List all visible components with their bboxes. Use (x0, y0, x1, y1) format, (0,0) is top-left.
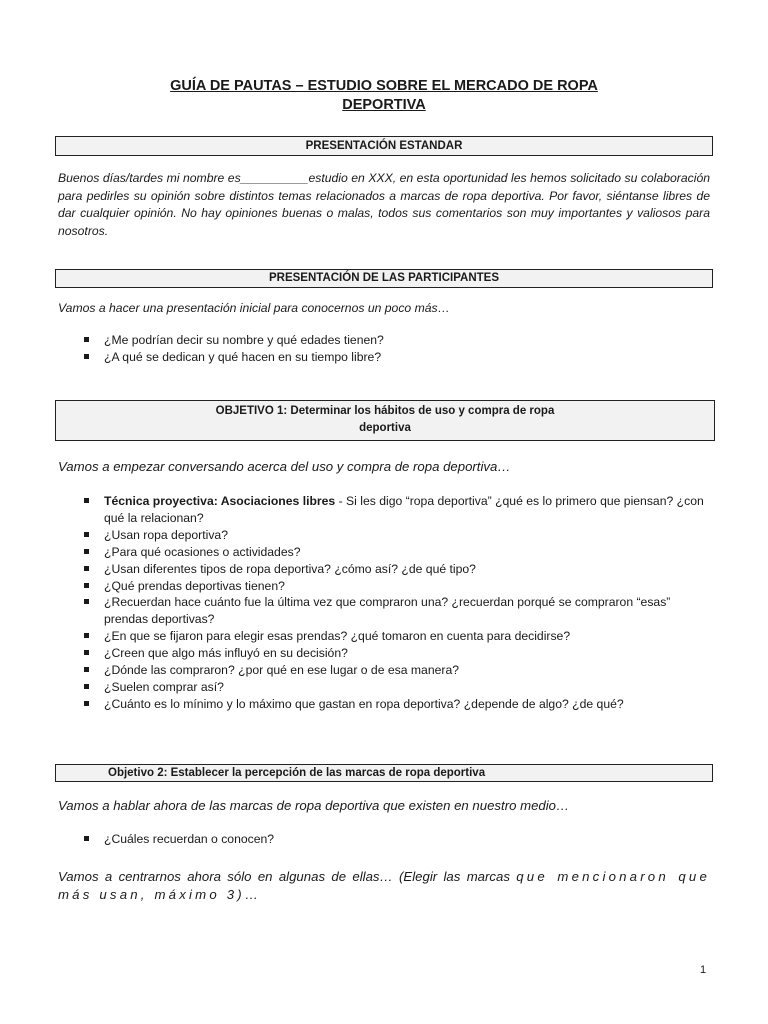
list-item (0, 578, 704, 595)
list-item-text: ¿En que se fijaron para elegir esas prendas? ¿qué tomaron en cuenta para decidirse? (104, 629, 571, 644)
list-item (0, 662, 704, 679)
section-heading-objetivo-1 (55, 400, 715, 441)
list-item-text: ¿A qué se dedican y qué hacen en su tiempo libre? (104, 349, 382, 364)
closing-text-a: Vamos a centrarnos ahora sólo en algunas de ellas… (Elegir las marcas (58, 869, 517, 884)
bullet-icon (84, 667, 89, 672)
bullet-icon (84, 337, 89, 342)
bullet-icon (84, 583, 89, 588)
list-item (0, 831, 704, 848)
bullet-icon (84, 684, 89, 689)
bullet-icon (84, 354, 89, 359)
objetivo-2-closing (58, 868, 710, 904)
list-item-text: ¿Cuáles recuerdan o conocen? (104, 832, 275, 846)
bullet-icon (84, 836, 89, 841)
list-item (0, 628, 704, 645)
participantes-list (0, 332, 704, 366)
list-item-text: ¿Creen que algo más influyó en su decisión? (104, 646, 348, 661)
objetivo-1-intro: Vamos a empezar conversando acerca del uso y compra de ropa deportiva… (58, 459, 511, 474)
section-heading-objetivo-2: Objetivo 2: Establecer la percepción de las marcas de ropa deportiva (55, 764, 713, 782)
bullet-icon (84, 498, 89, 503)
objetivo-2-intro: Vamos a hablar ahora de las marcas de ropa deportiva que existen en nuestro medio… (58, 798, 570, 813)
bullet-icon (84, 532, 89, 537)
list-item (0, 493, 704, 527)
page-number: 1 (700, 964, 707, 976)
title-line-2: DEPORTIVA (342, 97, 426, 113)
list-item (0, 561, 704, 578)
list-item (0, 645, 704, 662)
objetivo-1-list (0, 493, 704, 713)
objetivo-2-list (0, 831, 704, 848)
list-item (0, 594, 704, 628)
list-item-text: ¿Dónde las compraron? ¿por qué en ese lugar o de esa manera? (104, 663, 460, 678)
list-item-text: ¿Usan diferentes tipos de ropa deportiva? ¿cómo así? ¿de qué tipo? (104, 561, 476, 576)
objetivo-1-line-1: OBJETIVO 1: Determinar los hábitos de uso y compra de ropa (215, 405, 555, 417)
bullet-icon (84, 701, 89, 706)
title-line-1: GUÍA DE PAUTAS – ESTUDIO SOBRE EL MERCADO DE ROPA (170, 78, 598, 94)
participantes-intro: Vamos a hacer una presentación inicial para conocernos un poco más… (58, 301, 450, 315)
list-item (0, 349, 704, 366)
list-item (0, 696, 704, 713)
presentacion-estandar-text: Buenos días/tardes mi nombre es__________estudio en XXX, en esta oportunidad les hemos solicitado su colaboración para pedirles su opinión sobre distintos temas relacionados a marcas de ropa deportiva. Por favor, siéntanse libres de dar cualquier opinión. No hay opiniones buenas o malas, todos sus comentarios son muy importantes y valiosos para nosotros. (58, 171, 710, 238)
section-heading-presentacion-estandar: PRESENTACIÓN ESTANDAR (55, 136, 713, 156)
list-item-text: ¿Me podrían decir su nombre y qué edades tienen? (104, 333, 384, 347)
list-item-text: ¿Usan ropa deportiva? (104, 527, 228, 542)
tecnica-proyectiva-label: Técnica proyectiva: Asociaciones libres (104, 494, 336, 508)
list-item (0, 679, 704, 696)
closing-text-spaced: que mencionaron que más usan, máximo 3) (58, 869, 710, 902)
list-item-text: ¿Qué prendas deportivas tienen? (104, 578, 285, 593)
bullet-icon (84, 566, 89, 571)
list-item-text: ¿Para qué ocasiones o actividades? (104, 544, 301, 559)
list-item-text: ¿Recuerdan hace cuánto fue la última vez que compraron una? ¿recuerdan porqué se compraron “esas” prendas deportivas? (104, 595, 671, 627)
list-item-text: ¿Cuánto es lo mínimo y lo máximo que gastan en ropa deportiva? ¿depende de algo? ¿de qué? (104, 696, 624, 711)
bullet-icon (84, 549, 89, 554)
document-title (100, 77, 668, 115)
bullet-icon (84, 633, 89, 638)
list-item (0, 332, 704, 349)
closing-text-c: … (244, 887, 259, 902)
list-item (0, 544, 704, 561)
section-heading-participantes: PRESENTACIÓN DE LAS PARTICIPANTES (55, 269, 713, 288)
list-item-text: ¿Suelen comprar así? (104, 679, 224, 694)
list-item-text: - Si les digo “ropa deportiva” ¿qué es lo primero que piensan? ¿con qué la relacionan? (104, 494, 704, 525)
bullet-icon (84, 650, 89, 655)
objetivo-1-line-2: deportiva (359, 422, 411, 434)
list-item (0, 527, 704, 544)
bullet-icon (84, 599, 89, 604)
